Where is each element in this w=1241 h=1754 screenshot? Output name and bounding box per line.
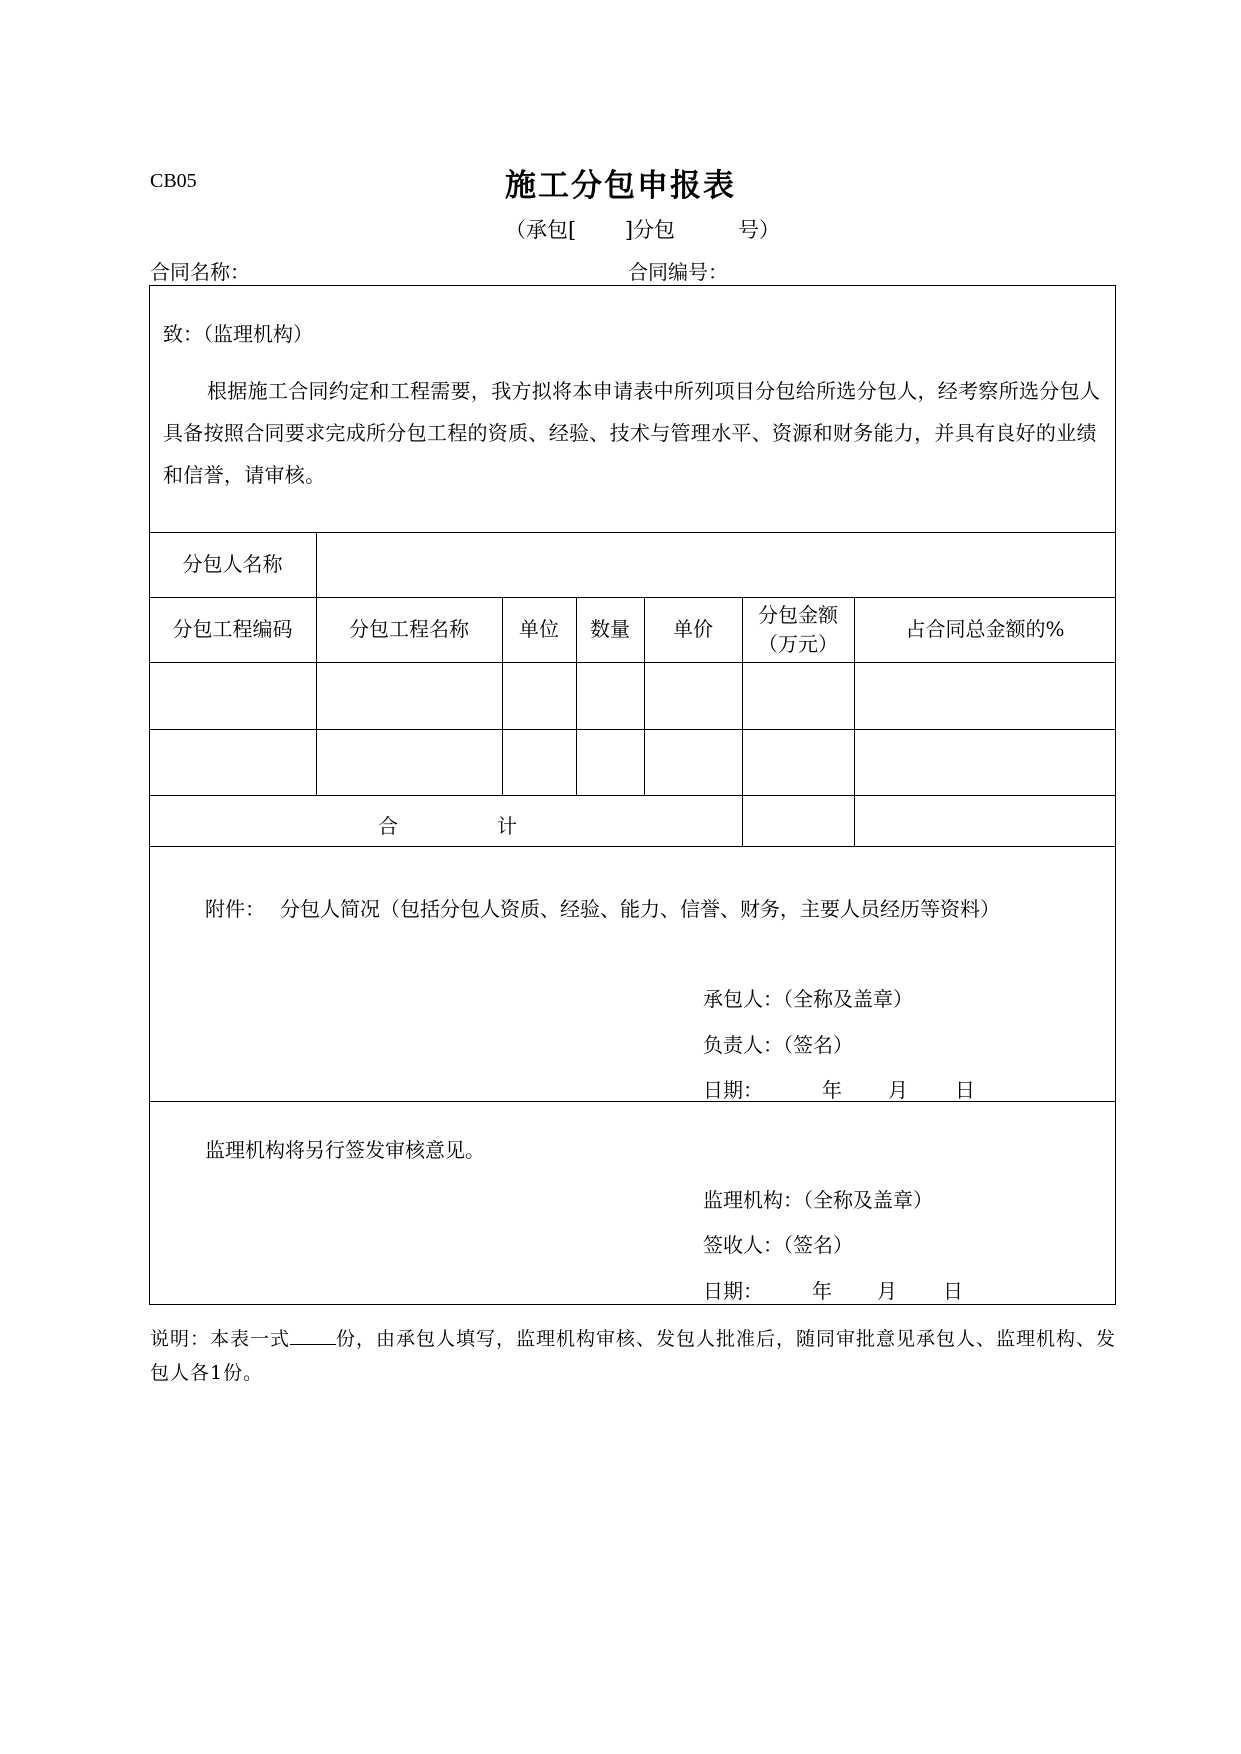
divider xyxy=(149,846,1116,847)
attachment-text: 分包人简况（包括分包人资质、经验、能力、信誉、财务，主要人员经历等资料） xyxy=(280,897,1000,921)
header-amount xyxy=(742,597,854,662)
footnote xyxy=(150,1322,1125,1390)
table-cell[interactable] xyxy=(316,729,502,795)
total-label-1: 合 xyxy=(378,814,398,838)
header-amount-line2: （万元） xyxy=(758,631,838,656)
supervisor-date-month: 月 xyxy=(877,1279,897,1303)
table-cell[interactable] xyxy=(854,729,1116,795)
contractor-date-day: 日 xyxy=(955,1078,975,1102)
contractor-person-sign: 负责人：（签名） xyxy=(703,1033,853,1057)
table-cell[interactable] xyxy=(742,662,854,729)
contractor-org-sign: 承包人：（全称及盖章） xyxy=(703,987,913,1011)
header-quantity: 数量 xyxy=(590,617,630,641)
header-name: 分包工程名称 xyxy=(349,617,469,641)
header-amount-line1: 分包金额 xyxy=(758,602,838,627)
supervisor-org-sign: 监理机构：（全称及盖章） xyxy=(703,1188,933,1212)
total-percent-field[interactable] xyxy=(854,795,1116,846)
contractor-date-label: 日期： xyxy=(703,1078,763,1102)
total-amount-field[interactable] xyxy=(742,795,854,846)
supervisor-date-year: 年 xyxy=(812,1279,832,1303)
total-label-2: 计 xyxy=(497,814,517,838)
form-subtitle: （承包[ ]分包 号） xyxy=(505,218,781,242)
table-cell[interactable] xyxy=(502,729,576,795)
header-unit: 单位 xyxy=(519,617,559,641)
header-code: 分包工程编码 xyxy=(172,617,293,641)
table-cell[interactable] xyxy=(742,729,854,795)
table-cell[interactable] xyxy=(149,662,316,729)
subcontractor-name-label: 分包人名称 xyxy=(182,552,283,576)
table-cell[interactable] xyxy=(576,729,644,795)
contractor-date-month: 月 xyxy=(888,1078,908,1102)
supervisor-note: 监理机构将另行签发审核意见。 xyxy=(205,1138,485,1162)
table-cell[interactable] xyxy=(149,729,316,795)
table-cell[interactable] xyxy=(502,662,576,729)
form-code: CB05 xyxy=(150,170,197,192)
header-percent: 占合同总金额的% xyxy=(905,617,1065,641)
copies-blank[interactable] xyxy=(290,1326,336,1345)
supervisor-person-sign: 签收人：（签名） xyxy=(703,1233,853,1257)
contractor-date-year: 年 xyxy=(822,1078,842,1102)
page-title: 施工分包申报表 xyxy=(505,168,736,204)
table-cell[interactable] xyxy=(644,662,742,729)
table-cell[interactable] xyxy=(854,662,1116,729)
header-unit-price: 单价 xyxy=(673,617,713,641)
supervisor-date-label: 日期： xyxy=(703,1279,763,1303)
contract-name-label: 合同名称： xyxy=(150,260,250,284)
attachment-label: 附件： xyxy=(205,897,265,921)
footnote-part2: 份，由承包人填写，监理机构审核、发包人批准后，随同审批意见承包人、监理机构、发包人各1份。 xyxy=(150,1328,1117,1384)
footnote-part1: 说明：本表一式 xyxy=(150,1328,291,1350)
supervisor-date-day: 日 xyxy=(943,1279,963,1303)
addressee-label: 致：（监理机构） xyxy=(163,322,313,346)
table-cell[interactable] xyxy=(576,662,644,729)
contract-no-label: 合同编号： xyxy=(628,260,728,284)
subcontractor-name-field[interactable] xyxy=(316,532,1116,597)
request-paragraph: 根据施工合同约定和工程需要，我方拟将本申请表中所列项目分包给所选分包人，经考察所选分包人具备按照合同要求完成所分包工程的资质、经验、技术与管理水平、资源和财务能力，并具有良好的业绩和信誉，请审核。 xyxy=(163,379,1101,487)
table-cell[interactable] xyxy=(644,729,742,795)
table-cell[interactable] xyxy=(316,662,502,729)
